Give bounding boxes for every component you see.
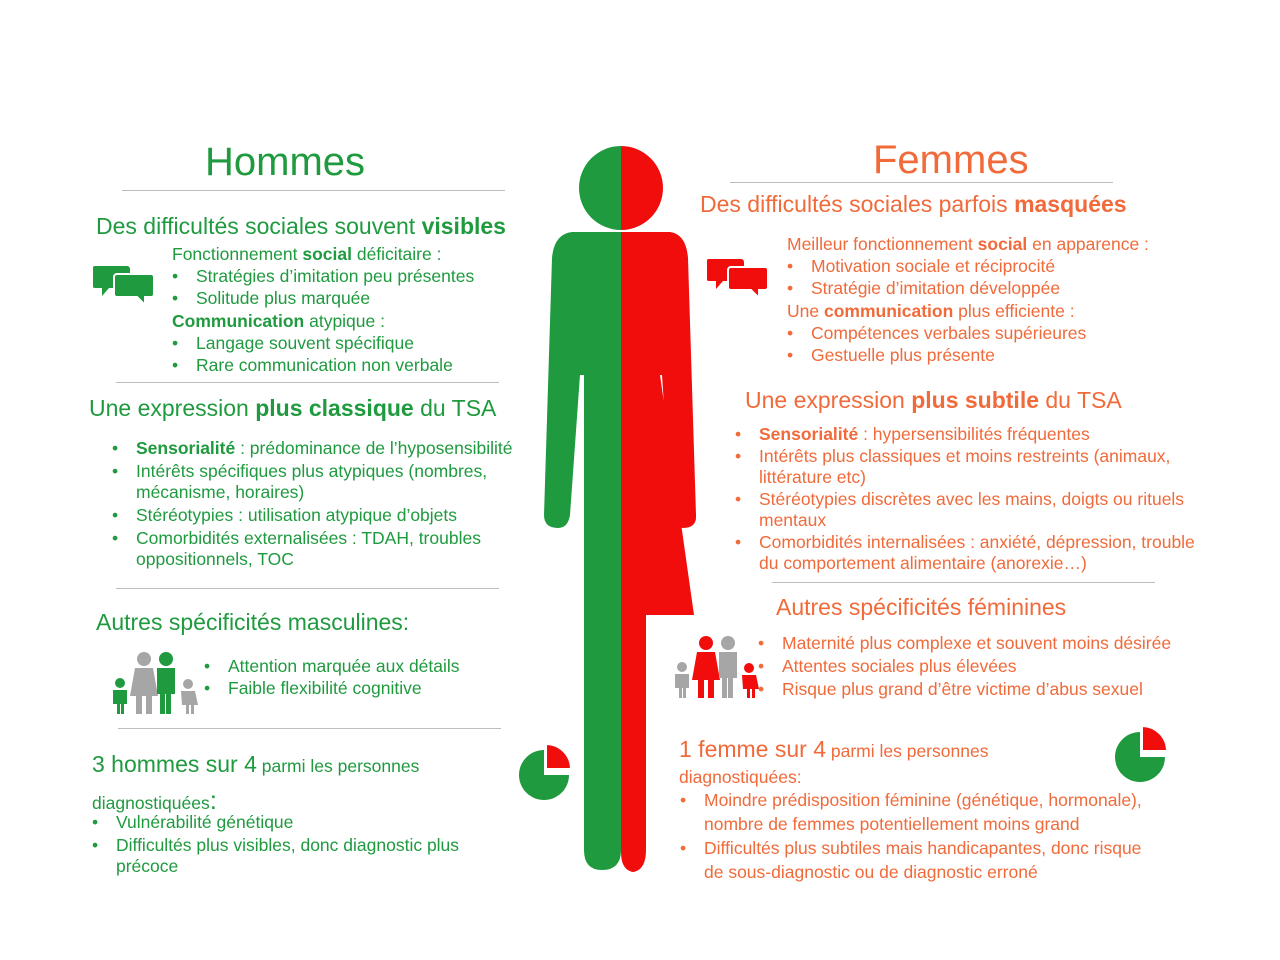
divider — [122, 190, 505, 191]
title-hommes: Hommes — [205, 140, 366, 184]
right-expression-heading: Une expression plus subtile du TSA — [745, 387, 1122, 413]
list-item: • Difficultés plus subtiles mais handicapantes, donc risque de sous-diagnostic ou de diagnostic erroné — [680, 837, 1145, 884]
list-item: • Compétences verbales supérieures — [787, 323, 1257, 344]
left-expression-heading: Une expression plus classique du TSA — [89, 395, 497, 421]
divider — [116, 382, 499, 383]
list-item: • Maternité plus complexe et souvent moins désirée — [758, 633, 1198, 654]
right-stat-heading: 1 femme sur 4 parmi les personnes diagnostiquées: — [679, 736, 989, 787]
pie-chart-icon — [1108, 720, 1172, 790]
pie-slice-minor — [546, 744, 571, 769]
left-expression-list — [112, 438, 532, 570]
family-icon — [670, 634, 765, 700]
list-item: • Attention marquée aux détails — [204, 656, 524, 677]
list-item: • Stratégies d’imitation peu présentes — [172, 266, 552, 287]
list-item: • Langage souvent spécifique — [172, 333, 552, 354]
list-item: • Moindre prédisposition féminine (génétique, hormonale), nombre de femmes potentiellement moins grand — [680, 789, 1145, 836]
right-expression-list — [735, 424, 1205, 574]
list-item: • Stéréotypies discrètes avec les mains, doigts ou rituels mentaux — [735, 489, 1205, 531]
right-other-list — [758, 633, 1198, 700]
list-item: • Comorbidités internalisées : anxiété, dépression, trouble du comportement alimentaire (anorexie…) — [735, 532, 1205, 574]
divider — [730, 182, 1113, 183]
right-social-heading: Des difficultés sociales parfois masquées — [700, 191, 1127, 217]
divider — [116, 588, 499, 589]
list-item: • Vulnérabilité génétique — [92, 812, 512, 833]
list-item: • Faible flexibilité cognitive — [204, 678, 524, 699]
list-item: • Rare communication non verbale — [172, 355, 552, 376]
pie-slice-minor — [1142, 726, 1167, 751]
right-stat-list — [680, 789, 1145, 884]
list-item: • Intérêts plus classiques et moins restreints (animaux, littérature etc) — [735, 446, 1205, 488]
list-item: • Risque plus grand d’être victime d’abus sexuel — [758, 679, 1198, 700]
list-item: • Sensorialité : prédominance de l’hyposensibilité — [112, 438, 532, 459]
title-femmes: Femmes — [873, 138, 1029, 182]
list-item: • Attentes sociales plus élevées — [758, 656, 1198, 677]
list-item: • Stéréotypies : utilisation atypique d’objets — [112, 505, 532, 526]
left-stat-list — [92, 812, 512, 877]
left-other-heading: Autres spécificités masculines: — [96, 609, 410, 635]
speech-bubbles-icon — [93, 262, 155, 306]
left-other-list — [204, 656, 524, 699]
divider — [118, 728, 501, 729]
head-male-half — [579, 146, 621, 230]
list-item: • Sensorialité : hypersensibilités fréquentes — [735, 424, 1205, 445]
divider — [772, 582, 1155, 583]
list-item: • Gestuelle plus présente — [787, 345, 1257, 366]
list-item: • Comorbidités externalisées : TDAH, troubles oppositionnels, TOC — [112, 528, 532, 570]
right-other-heading: Autres spécificités féminines — [776, 594, 1067, 620]
left-stat-heading: 3 hommes sur 4 parmi les personnes diagnostiquées: — [92, 751, 420, 815]
list-item: • Motivation sociale et réciprocité — [787, 256, 1257, 277]
speech-bubbles-icon — [707, 255, 769, 299]
list-item: • Solitude plus marquée — [172, 288, 552, 309]
left-social-heading: Des difficultés sociales souvent visibles — [96, 213, 506, 239]
pie-chart-icon — [512, 738, 576, 808]
family-icon — [108, 650, 203, 716]
list-item: • Intérêts spécifiques plus atypiques (nombres, mécanisme, horaires) — [112, 461, 532, 503]
list-item: • Stratégie d’imitation développée — [787, 278, 1257, 299]
right-social-details: Meilleur fonctionnement social en apparence : • Motivation sociale et réciprocité • Stratégie d’imitation développée Une communication plus efficiente : • Compétences verbales supérieures • Gestuelle plus présente — [787, 233, 1257, 366]
left-social-details: Fonctionnement social déficitaire : • Stratégies d’imitation peu présentes • Solitude plus marquée Communication atypique : • Langage souvent spécifique • Rare communication non verbale — [172, 243, 552, 376]
list-item: • Difficultés plus visibles, donc diagnostic plus précoce — [92, 835, 512, 877]
head-female-half — [621, 146, 663, 230]
